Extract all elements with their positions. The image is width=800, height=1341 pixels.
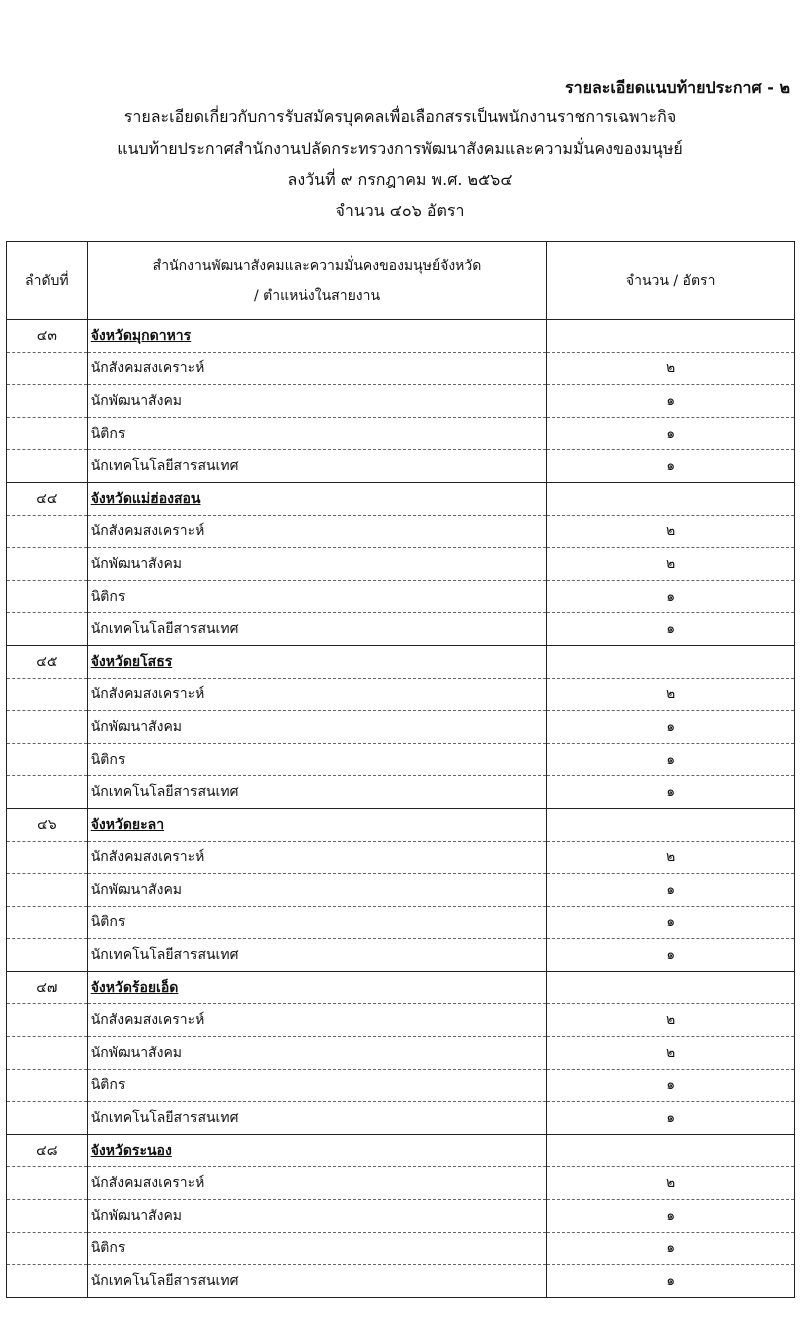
row-number: ๔๗ <box>7 971 88 1004</box>
position-count: ๑ <box>547 1232 795 1265</box>
row-number: ๔๓ <box>7 320 88 353</box>
count-cell <box>547 320 795 353</box>
row-number-empty <box>7 939 88 972</box>
header-count: จำนวน / อัตรา <box>547 242 795 320</box>
position-name: นักสังคมสงเคราะห์ <box>87 1004 547 1037</box>
position-count: ๑ <box>547 1069 795 1102</box>
position-name: นิติกร <box>87 580 547 613</box>
table-row <box>7 939 795 972</box>
table-row <box>7 352 795 385</box>
title-line-4: จำนวน ๔๐๖ อัตรา <box>335 201 465 220</box>
table-row <box>7 1102 795 1135</box>
row-number-empty <box>7 1037 88 1070</box>
province-name <box>87 320 547 353</box>
header-office <box>87 242 547 320</box>
table-row <box>7 385 795 418</box>
table-row <box>7 515 795 548</box>
position-name: นิติกร <box>87 417 547 450</box>
count-cell <box>547 645 795 678</box>
row-number-empty <box>7 1167 88 1200</box>
table-row <box>7 1265 795 1298</box>
row-number-empty <box>7 580 88 613</box>
position-count: ๒ <box>547 1037 795 1070</box>
positions-table <box>6 241 795 1298</box>
position-name: นักพัฒนาสังคม <box>87 1037 547 1070</box>
position-name: นักสังคมสงเคราะห์ <box>87 352 547 385</box>
annex-label: รายละเอียดแนบท้ายประกาศ - ๒ <box>564 78 790 97</box>
position-name: นักเทคโนโลยีสารสนเทศ <box>87 613 547 646</box>
table-row <box>7 1232 795 1265</box>
header-office-line2: / ตำแหน่งในสายงาน <box>253 287 381 304</box>
row-number-empty <box>7 1102 88 1135</box>
table-row <box>7 1167 795 1200</box>
position-name: นิติกร <box>87 1232 547 1265</box>
table-row <box>7 417 795 450</box>
table-row <box>7 906 795 939</box>
table-row <box>7 776 795 809</box>
position-count: ๑ <box>547 613 795 646</box>
position-name: นักสังคมสงเคราะห์ <box>87 678 547 711</box>
province-row <box>7 971 795 1004</box>
position-count: ๒ <box>547 678 795 711</box>
position-count: ๑ <box>547 450 795 483</box>
table-row <box>7 450 795 483</box>
position-count: ๒ <box>547 1167 795 1200</box>
table-row <box>7 1200 795 1233</box>
province-name <box>87 971 547 1004</box>
table-row <box>7 580 795 613</box>
title-line-2: แนบท้ายประกาศสำนักงานปลัดกระทรวงการพัฒนาสังคมและความมั่นคงของมนุษย์ <box>117 139 683 158</box>
position-name: นิติกร <box>87 1069 547 1102</box>
province-row <box>7 1134 795 1167</box>
position-count: ๑ <box>547 776 795 809</box>
position-name: นักพัฒนาสังคม <box>87 711 547 744</box>
header-office-line1: สำนักงานพัฒนาสังคมและความมั่นคงของมนุษย์จังหวัด <box>152 257 482 274</box>
row-number-empty <box>7 743 88 776</box>
row-number-empty <box>7 417 88 450</box>
row-number-empty <box>7 776 88 809</box>
row-number-empty <box>7 711 88 744</box>
position-count: ๑ <box>547 939 795 972</box>
row-number-empty <box>7 548 88 581</box>
position-count: ๑ <box>547 385 795 418</box>
position-count: ๒ <box>547 841 795 874</box>
row-number-empty <box>7 841 88 874</box>
row-number-empty <box>7 352 88 385</box>
position-name: นักเทคโนโลยีสารสนเทศ <box>87 450 547 483</box>
province-name <box>87 645 547 678</box>
table-row <box>7 874 795 907</box>
row-number: ๔๘ <box>7 1134 88 1167</box>
position-name: นิติกร <box>87 743 547 776</box>
province-label: จังหวัดมุกดาหาร <box>90 327 192 344</box>
table-row <box>7 711 795 744</box>
row-number-empty <box>7 1200 88 1233</box>
position-count: ๑ <box>547 1102 795 1135</box>
row-number-empty <box>7 385 88 418</box>
position-count: ๒ <box>547 548 795 581</box>
position-name: นักเทคโนโลยีสารสนเทศ <box>87 1102 547 1135</box>
header-no: ลำดับที่ <box>7 242 88 320</box>
row-number-empty <box>7 1265 88 1298</box>
province-name <box>87 808 547 841</box>
province-label: จังหวัดระนอง <box>90 1142 172 1159</box>
count-cell <box>547 808 795 841</box>
province-name <box>87 482 547 515</box>
row-number-empty <box>7 678 88 711</box>
row-number: ๔๕ <box>7 645 88 678</box>
row-number: ๔๖ <box>7 808 88 841</box>
position-name: นักพัฒนาสังคม <box>87 548 547 581</box>
position-count: ๑ <box>547 743 795 776</box>
province-label: จังหวัดร้อยเอ็ด <box>90 979 179 996</box>
table-row <box>7 1037 795 1070</box>
row-number-empty <box>7 515 88 548</box>
count-cell <box>547 971 795 1004</box>
title-line-1: รายละเอียดเกี่ยวกับการรับสมัครบุคคลเพื่อเลือกสรรเป็นพนักงานราชการเฉพาะกิจ <box>123 107 677 126</box>
table-header <box>7 242 795 320</box>
position-name: นักเทคโนโลยีสารสนเทศ <box>87 776 547 809</box>
row-number: ๔๔ <box>7 482 88 515</box>
position-name: นักพัฒนาสังคม <box>87 1200 547 1233</box>
province-row <box>7 320 795 353</box>
position-name: นักสังคมสงเคราะห์ <box>87 1167 547 1200</box>
province-row <box>7 645 795 678</box>
position-name: นักเทคโนโลยีสารสนเทศ <box>87 939 547 972</box>
position-count: ๑ <box>547 906 795 939</box>
position-name: นักสังคมสงเคราะห์ <box>87 515 547 548</box>
row-number-empty <box>7 1004 88 1037</box>
row-number-empty <box>7 1069 88 1102</box>
row-number-empty <box>7 613 88 646</box>
row-number-empty <box>7 450 88 483</box>
province-label: จังหวัดยโสธร <box>90 653 173 670</box>
position-name: นิติกร <box>87 906 547 939</box>
position-name: นักเทคโนโลยีสารสนเทศ <box>87 1265 547 1298</box>
count-cell <box>547 482 795 515</box>
position-count: ๑ <box>547 1200 795 1233</box>
position-count: ๒ <box>547 515 795 548</box>
table-row <box>7 841 795 874</box>
position-count: ๑ <box>547 874 795 907</box>
position-name: นักพัฒนาสังคม <box>87 874 547 907</box>
title-line-3: ลงวันที่ ๙ กรกฎาคม พ.ศ. ๒๕๖๔ <box>287 170 513 189</box>
province-row <box>7 808 795 841</box>
row-number-empty <box>7 874 88 907</box>
province-label: จังหวัดยะลา <box>90 816 165 833</box>
table-row <box>7 548 795 581</box>
table-row <box>7 1069 795 1102</box>
position-count: ๑ <box>547 580 795 613</box>
table-row <box>7 1004 795 1037</box>
table-row <box>7 678 795 711</box>
position-name: นักสังคมสงเคราะห์ <box>87 841 547 874</box>
position-name: นักพัฒนาสังคม <box>87 385 547 418</box>
province-row <box>7 482 795 515</box>
province-label: จังหวัดแม่ฮ่องสอน <box>90 490 201 507</box>
position-count: ๒ <box>547 1004 795 1037</box>
position-count: ๑ <box>547 1265 795 1298</box>
position-count: ๑ <box>547 417 795 450</box>
count-cell <box>547 1134 795 1167</box>
row-number-empty <box>7 906 88 939</box>
position-count: ๒ <box>547 352 795 385</box>
row-number-empty <box>7 1232 88 1265</box>
table-row <box>7 743 795 776</box>
province-name <box>87 1134 547 1167</box>
table-row <box>7 613 795 646</box>
position-count: ๑ <box>547 711 795 744</box>
